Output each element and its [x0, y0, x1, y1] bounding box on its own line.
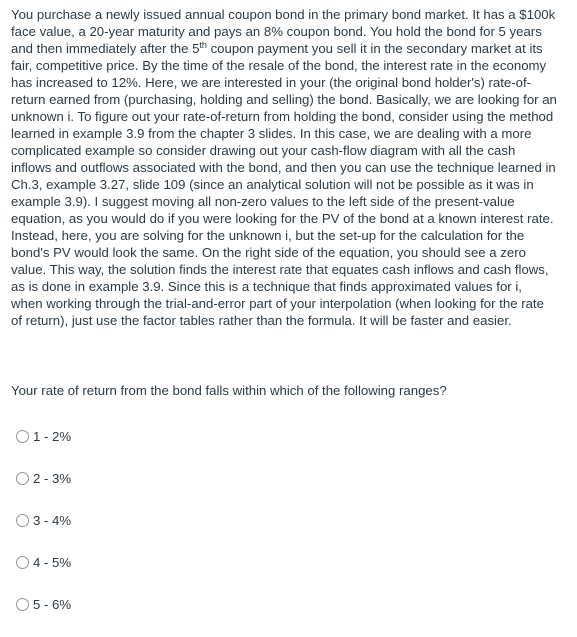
- question-prompt: [11, 6, 557, 329]
- radio-button-icon[interactable]: [16, 472, 29, 485]
- question-prompt-part2: coupon payment you sell it in the secondary market at its fair, competitive price. By the time of the resale of the bond, the interest rate in the economy has increased to 12%. Here, we are interested in your (the original bond holder's) rate-of-return earned from (purchasing, holding and selling) the bond. Basically, we are looking for an unknown i. To figure out your rate-of-return from holding the bond, consider using the method learned in example 3.9 from the chapter 3 slides. In this case, we are dealing with a more complicated example so consider drawing out your cash-flow diagram with all the cash inflows and outflows associated with the bond, and then you can use the technique learned in Ch.3, example 3.27, slide 109 (since an analytical solution will not be possible as it was in example 3.9). I suggest moving all non-zero values to the left side of the present-value equation, as you would do if you were looking for the PV of the bond at a known interest rate. Instead, here, you are solving for the unknown i, but the set-up for the calculation for the bond's PV would look the same. On the right side of the equation, you should see a zero value. This way, the solution finds the interest rate that equates cash inflows and cash flows, as is done in example 3.9. Since this is a technique that finds approximated values for i, when working through the trial-and-error part of your interpolation (when looking for the rate of return), just use the factor tables rather than the formula. It will be faster and easier.: [11, 41, 557, 328]
- answer-label: 3 - 4%: [33, 512, 72, 528]
- answer-option-1[interactable]: [16, 427, 71, 445]
- answer-option-4[interactable]: [16, 553, 71, 571]
- answer-label: 2 - 3%: [33, 470, 72, 486]
- radio-button-icon[interactable]: [16, 598, 29, 611]
- answer-label: 1 - 2%: [33, 428, 72, 444]
- answer-option-2[interactable]: [16, 469, 71, 487]
- answer-option-5[interactable]: [16, 595, 71, 613]
- radio-button-icon[interactable]: [16, 514, 29, 527]
- answer-label: 5 - 6%: [33, 596, 72, 612]
- question-prompt-part1: You purchase a newly issued annual coupon bond in the primary bond market. It has a $100k face value, a 20-year maturity and pays an 8% coupon bond. You hold the bond for 5 years and then immediately after the 5: [11, 7, 556, 56]
- question-ask: Your rate of return from the bond falls within which of the following ranges?: [11, 383, 447, 398]
- answer-list: [16, 427, 71, 637]
- radio-button-icon[interactable]: [16, 430, 29, 443]
- answer-option-3[interactable]: [16, 511, 71, 529]
- question-text: [11, 6, 557, 329]
- radio-button-icon[interactable]: [16, 556, 29, 569]
- ordinal-suffix: th: [199, 40, 207, 50]
- answer-label: 4 - 5%: [33, 554, 72, 570]
